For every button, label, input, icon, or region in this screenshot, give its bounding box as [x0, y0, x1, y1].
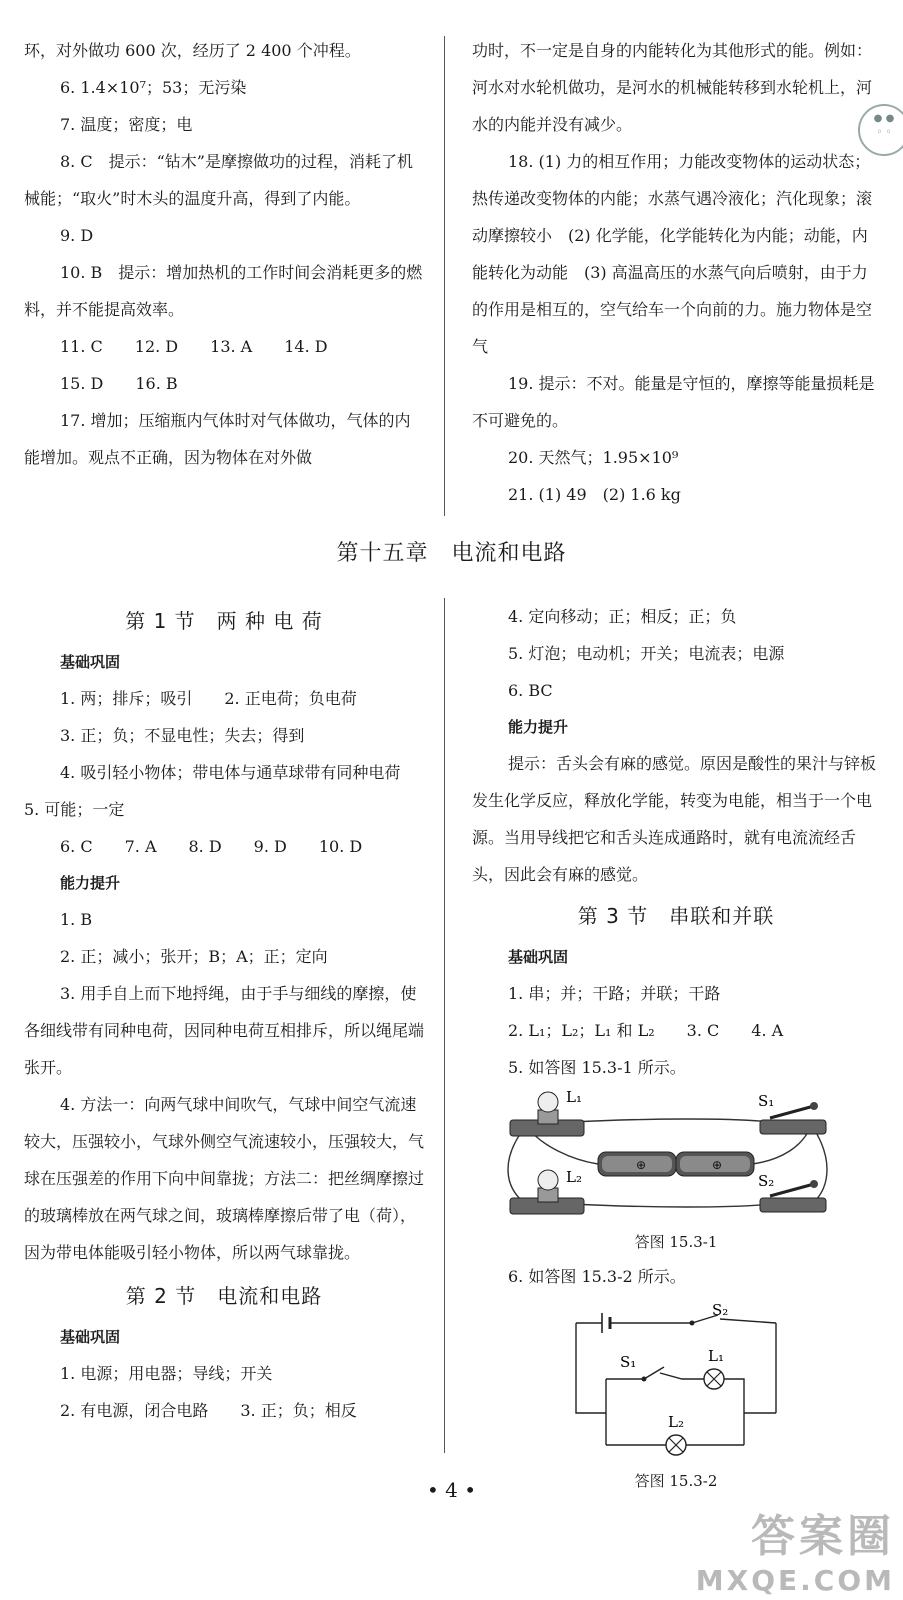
answer-paragraph: 3. 用手自上而下地捋绳，由于手与细线的摩擦，使各细线带有同种电荷，因同种电荷互相排斥，所以绳尾端张开。: [24, 984, 425, 1077]
section-3-basic-label: 基础巩固: [508, 948, 569, 966]
chapter-title: 第十五章 电流和电路: [336, 541, 567, 566]
answer-paragraph: 功时，不一定是自身的内能转化为其他形式的能。例如：河水对水轮机做功，是河水的机械能转移到水轮机上，河水的内能并没有减少。: [472, 41, 873, 134]
answer-paragraph: 7. 温度；密度；电: [60, 115, 193, 134]
section-2-basic-list: [24, 1355, 424, 1429]
section-3-title: 第 3 节 串联和并联: [577, 904, 775, 928]
section-2-title: 第 2 节 电流和电路: [125, 1284, 323, 1308]
section-1-basic-label: 基础巩固: [60, 653, 121, 671]
answer-paragraph: 1. 串；并；干路；并联；干路: [508, 984, 721, 1003]
answer-paragraph: 15. D 16. B: [60, 374, 178, 393]
answer-paragraph: 2. L₁；L₂；L₁ 和 L₂ 3. C 4. A: [508, 1021, 784, 1040]
top-left-column: [24, 32, 424, 476]
section-2-ability-text: 提示：舌头会有麻的感觉。原因是酸性的果汁与锌板发生化学反应，释放化学能，转变为电能，相当于一个电源。当用导线把它和舌头连成通路时，就有电流流经舌头，因此会有麻的感觉。: [472, 754, 877, 884]
answer-paragraph: 8. C 提示：“钻木”是摩擦做功的过程，消耗了机械能；“取火”时木头的温度升高，得到了内能。: [24, 152, 413, 208]
figure-15-3-1-caption: 答图 15.3-1: [634, 1233, 718, 1251]
section-1-ability-list: [24, 901, 424, 1271]
section-1-title: 第 1 节 两 种 电 荷: [125, 609, 323, 633]
figure-15-3-2-caption: 答图 15.3-2: [634, 1472, 718, 1490]
fig1-label-l2: L₂: [566, 1168, 582, 1186]
section-2-more-list: [472, 598, 880, 709]
answer-paragraph: 20. 天然气；1.95×10⁹: [508, 448, 679, 467]
column-divider-top: [444, 36, 445, 516]
fig2-label-l2: L₂: [668, 1413, 684, 1431]
fig1-label-s1: S₁: [758, 1092, 775, 1110]
answer-paragraph: 6. 1.4×10⁷；53；无污染: [60, 78, 247, 97]
answer-paragraph: 18. (1) 力的相互作用；力能改变物体的运动状态；热传递改变物体的内能；水蒸气遇冷液化；汽化现象；滚动摩擦较小 (2) 化学能，化学能转化为内能；动能，内能转化为动能 (3) 高温高压的水蒸气向后喷射，由于力的作用是相互的，空气给车一个向前的力。施力物体是空气: [472, 152, 873, 356]
bottom-left-column: [24, 598, 424, 1429]
section-2-basic-label: 基础巩固: [60, 1328, 121, 1346]
column-divider-bottom: [444, 598, 445, 1453]
answer-paragraph: 2. 正；减小；张开；B；A；正；定向: [60, 947, 328, 966]
battery-icon: [598, 1152, 754, 1176]
section-2-ability-label: 能力提升: [508, 718, 569, 736]
answer-paragraph: 6. C 7. A 8. D 9. D 10. D: [60, 837, 363, 856]
section-3-item-6: 6. 如答图 15.3-2 所示。: [508, 1267, 686, 1286]
fig1-label-s2: S₂: [758, 1172, 775, 1190]
answer-paragraph: 6. BC: [508, 681, 553, 700]
answer-paragraph: 4. 吸引轻小物体；带电体与通草球带有同种电荷 5. 可能；一定: [24, 763, 417, 819]
seal-stamp: ● ● ◦ ◦: [858, 104, 903, 156]
answer-paragraph: 21. (1) 49 (2) 1.6 kg: [508, 485, 681, 504]
top-right-column: [472, 32, 880, 513]
section-3-list: [472, 975, 880, 1086]
watermark-line-1: 答案圈: [751, 1511, 895, 1562]
watermark-line-2: MXQE.COM: [695, 1564, 895, 1597]
bottom-right-column: [472, 598, 880, 1497]
answer-paragraph: 5. 如答图 15.3-1 所示。: [508, 1058, 686, 1077]
fig2-label-l1: L₁: [708, 1347, 724, 1365]
figure-15-3-2: [562, 1295, 792, 1465]
fig1-label-l1: L₁: [566, 1088, 582, 1106]
answer-paragraph: 3. 正；负；不显电性；失去；得到: [60, 726, 305, 745]
answer-paragraph: 1. B: [60, 910, 93, 929]
answer-paragraph: 4. 方法一：向两气球中间吹气，气球中间空气流速较大，压强较小，气球外侧空气流速较小，压强较大，气球在压强差的作用下向中间靠拢；方法二：把丝绸摩擦过的玻璃棒放在两气球之间，玻璃棒摩擦后带了电（荷），因为带电体能吸引轻小物体，所以两气球靠拢。: [24, 1095, 425, 1262]
answer-paragraph: 4. 定向移动；正；相反；正；负: [508, 607, 737, 626]
answer-paragraph: 10. B 提示：增加热机的工作时间会消耗更多的燃料，并不能提高效率。: [24, 263, 423, 319]
fig2-label-s2: S₂: [712, 1301, 729, 1319]
battery-icon: [602, 1313, 610, 1333]
svg-text:⊕: ⊕: [712, 1158, 723, 1172]
watermark-logo: [696, 1500, 895, 1597]
lamp-2-icon: [666, 1435, 686, 1455]
answer-paragraph: 11. C 12. D 13. A 14. D: [60, 337, 328, 356]
lamp-1-icon: [704, 1369, 724, 1389]
fig2-label-s1: S₁: [620, 1353, 637, 1371]
page-number: • 4 •: [426, 1478, 477, 1502]
answer-paragraph: 环，对外做功 600 次，经历了 2 400 个冲程。: [24, 41, 361, 60]
figure-15-3-1: [502, 1086, 832, 1226]
answer-paragraph: 5. 灯泡；电动机；开关；电流表；电源: [508, 644, 785, 663]
svg-text:⊕: ⊕: [636, 1158, 647, 1172]
section-1-ability-label: 能力提升: [60, 874, 121, 892]
answer-paragraph: 2. 有电源，闭合电路 3. 正；负；相反: [60, 1401, 357, 1420]
answer-paragraph: 19. 提示：不对。能量是守恒的，摩擦等能量损耗是不可避免的。: [472, 374, 875, 430]
answer-paragraph: 17. 增加；压缩瓶内气体时对气体做功，气体的内能增加。观点不正确，因为物体在对外做: [24, 411, 411, 467]
switch-1-icon: [642, 1367, 665, 1382]
answer-paragraph: 1. 两；排斥；吸引 2. 正电荷；负电荷: [60, 689, 357, 708]
answer-paragraph: 9. D: [60, 226, 94, 245]
answer-paragraph: 1. 电源；用电器；导线；开关: [60, 1364, 273, 1383]
section-1-basic-list: [24, 680, 424, 865]
